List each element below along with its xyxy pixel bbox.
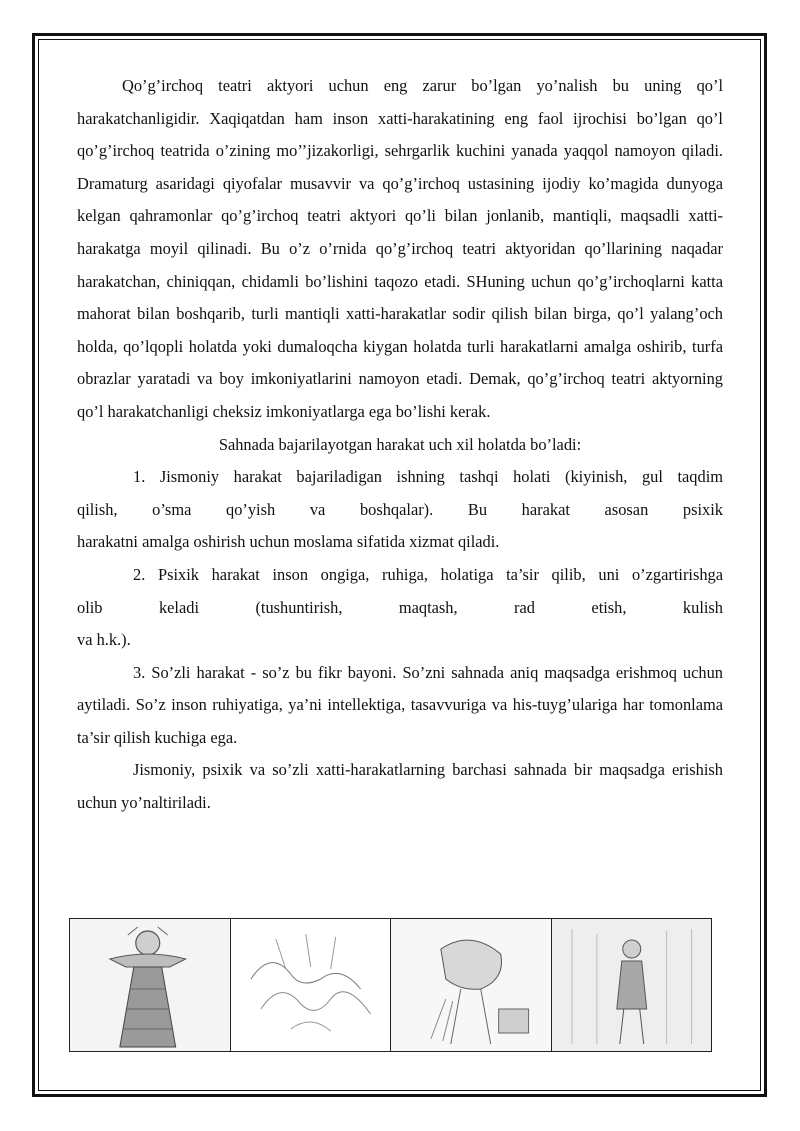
list-item-2-line-2: olib keladi (tushuntirish, maqtash, rad etish, kulish <box>77 597 723 617</box>
character-sketch-illustration <box>391 919 552 1051</box>
list-item-2-line-1: 2. Psixik harakat inson ongiga, ruhiga, holatiga ta’sir qilib, uni o’zgartirishga <box>133 564 723 584</box>
puppet-doll-illustration <box>70 919 231 1051</box>
document-body <box>77 70 723 820</box>
list-item-3: 3. So’zli harakat - so’z bu fikr bayoni. So’zni sahnada aniq maqsadga erishmoq uchun aytiladi. So’z inson ruhiyatiga, ya’ni intellektiga, tasavvuriga va his-tuyg’ulariga har tomonlama ta’sir qilish kuchiga ega. <box>77 662 723 747</box>
list-item-1-line-3: harakatni amalga oshirish uchun moslama sifatida xizmat qiladi. <box>77 532 500 552</box>
paragraph-1-body: harakatchanligidir. Xaqiqatdan ham inson xatti-harakatining eng faol ijrochisi bo’lgan qo’l qo’g’irchoq teatrida o’zining mo’’jizakorligi, sehrgarlik kuchini yanada yaqqol namoyon qiladi. Dramaturg asaridagi qiyofalar musavvir va qo’g’irchoq ustasining ijodiy ko’magida dunyoga kelgan qahramonlar qo’g’irchoq teatri aktyori qo’li bilan jonlanib, mantiqli, maqsadli xatti-harakatga moyil qilinadi. Bu o’z o’rnida qo’g’irchoq teatri aktyoridan qo’llarining naqadar harakatchan, chiniqqan, chidamli bo’lishini taqozo etadi. SHuning uchun qo’g’irchoqlarni katta mahorat bilan boshqarib, turli mantiqli xatti-harakatlar sodir qilish bilan birga, qo’l yalang’och holda, qo’lqopli holatda yoki dumaloqcha kiygan holatda turli harakatlarni amalga oshirib, turfa obrazlar yaratadi va boy imkoniyatlarini namoyon etadi. Demak, qo’g’irchoq teatri aktyorning qo’l harakatchanligi cheksiz imkoniyatlarga ega bo’lishi kerak. <box>77 108 723 421</box>
puppet-figure-illustration <box>552 919 712 1051</box>
list-item-2-line-3: va h.k.). <box>77 630 131 650</box>
list-item-1-line-1: 1. Jismoniy harakat bajariladigan ishning tashqi holati (kiyinish, gul taqdim <box>133 467 723 487</box>
section-heading: Sahnada bajarilayotgan harakat uch xil holatda bo’ladi: <box>218 434 582 454</box>
closing-paragraph: Jismoniy, psixik va so’zli xatti-harakatlarning barchasi sahnada bir maqsadga erishish uchun yo’naltiriladi. <box>77 760 723 813</box>
hands-sketch-illustration <box>231 919 392 1051</box>
paragraph-1-first-line: Qo’g’irchoq teatri aktyori uchun eng zarur bo’lgan yo’nalish bu uning qo’l <box>122 76 723 95</box>
list-item-1-line-2: qilish, o’sma qo’yish va boshqalar). Bu harakat asosan psixik <box>77 499 723 519</box>
illustration-strip <box>69 918 712 1052</box>
